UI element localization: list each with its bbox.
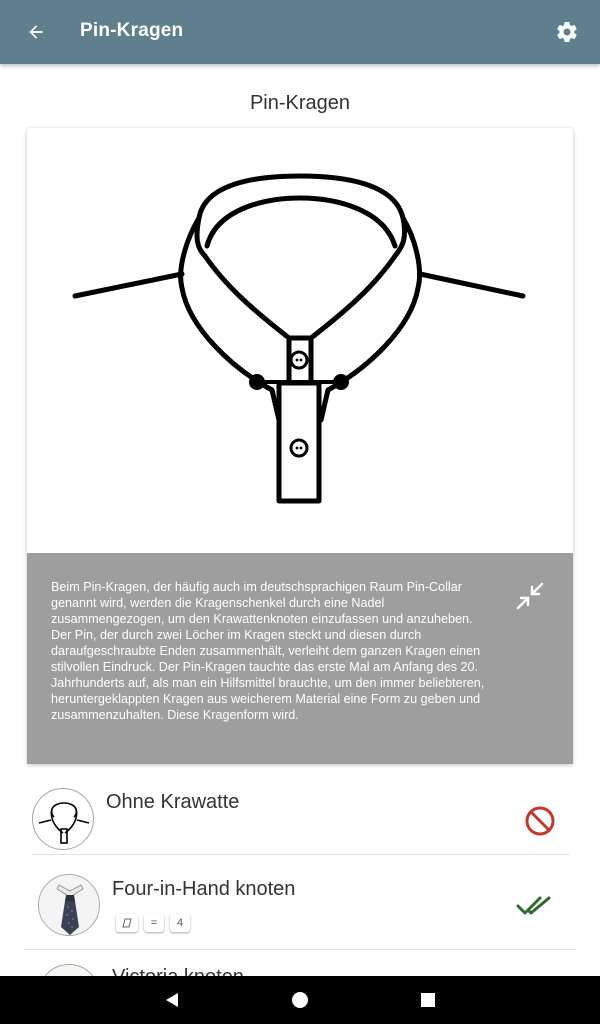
collapse-button[interactable]: [515, 581, 545, 611]
circle-home-icon: [291, 991, 309, 1009]
no-entry-icon: [524, 805, 556, 837]
tie-icon: [39, 875, 100, 936]
settings-button[interactable]: [552, 17, 582, 47]
double-check-icon: [516, 894, 552, 918]
description-panel: [27, 553, 573, 764]
back-button[interactable]: [20, 16, 52, 48]
nav-home-button[interactable]: [288, 988, 312, 1012]
square-recents-icon: [420, 992, 436, 1008]
description-text: Beim Pin-Kragen, der häufig auch im deutschsprachigen Raum Pin-Collar genannt wird, werden die Kragenschenkel durch eine Nadel zusammengezogen, um den Krawattenknoten einzufassen und anzuheben. Der Pin, der durch zwei Löcher im Kragen steckt und diesen durch daraufgeschraubte Enden zusammenhält, verleiht dem ganzen Kragen einen stilvollen Eindruck. Der Pin-Kragen tauchte das erste Mal am Anfang des 20. Jahrhunderts auf, als man ein Hilfsmittel brauchte, um den immer beliebteren, heruntergeklappten Kragen aus weicherem Material eine Form zu geben und zusammenzuhalten. Diese Kragenform wird.: [51, 580, 485, 722]
nav-back-button[interactable]: [160, 988, 184, 1012]
gear-icon: [555, 20, 579, 44]
nav-recents-button[interactable]: [416, 988, 440, 1012]
count-chip: 4: [170, 914, 190, 932]
divider: [32, 854, 570, 855]
eraser-chip: [116, 914, 138, 932]
system-nav-bar: [0, 976, 600, 1024]
avatar: [38, 874, 100, 936]
list-item[interactable]: [24, 862, 576, 948]
collapse-arrows-icon: [516, 582, 544, 610]
collar-card: [27, 128, 573, 764]
list-item[interactable]: [24, 778, 576, 854]
symmetry-chip: =: [144, 914, 164, 932]
triangle-back-icon: [163, 991, 181, 1009]
list-item-title: Four-in-Hand knoten: [112, 878, 296, 900]
list-item-title: Ohne Krawatte: [106, 791, 240, 813]
app-bar: [0, 0, 600, 64]
arrow-left-icon: [26, 22, 46, 42]
pin-collar-illustration: [27, 128, 573, 553]
page-title: Pin-Kragen: [249, 92, 351, 114]
app-bar-title: Pin-Kragen: [80, 20, 184, 41]
collar-icon: [33, 789, 94, 850]
eraser-icon: [121, 917, 133, 929]
knot-attributes: [116, 914, 190, 932]
avatar: [32, 788, 94, 850]
